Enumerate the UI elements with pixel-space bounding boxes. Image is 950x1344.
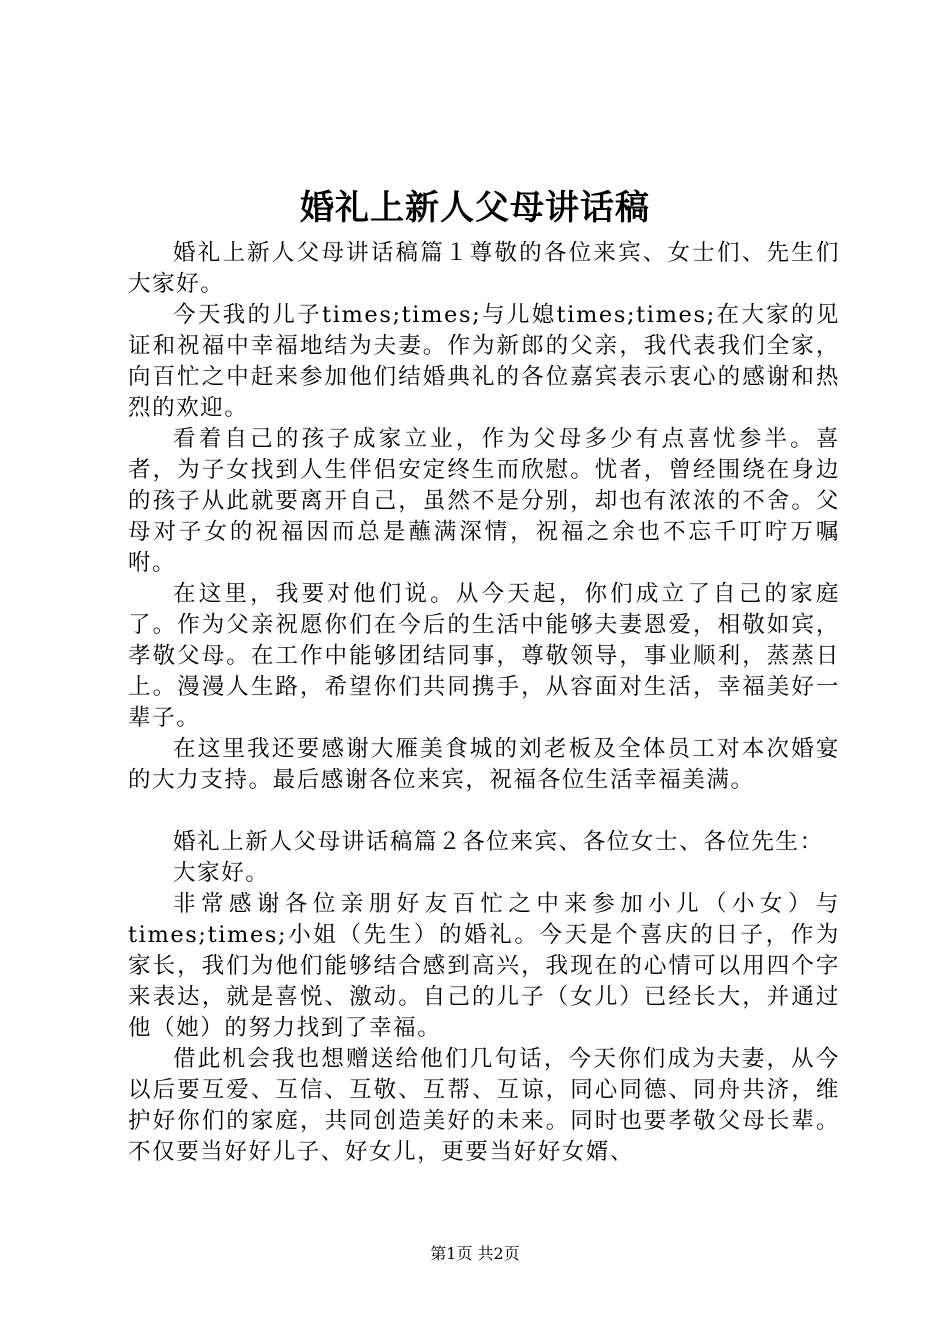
paragraph: 在这里我还要感谢大雁美食城的刘老板及全体员工对本次婚宴的大力支持。最后感谢各位来宾，祝福各位生活幸福美满。 — [128, 736, 840, 793]
document-title: 婚礼上新人父母讲话稿 — [300, 188, 650, 228]
document-body — [128, 238, 840, 1168]
paragraph: 大家好。 — [173, 860, 270, 886]
paragraph: 婚礼上新人父母讲话稿篇２各位来宾、各位女士、各位先生： — [173, 829, 824, 855]
page-number-footer: 第1页 共2页 — [430, 1244, 520, 1263]
paragraph: 在这里，我要对他们说。从今天起，你们成立了自己的家庭了。作为父亲祝愿你们在今后的生活中能够夫妻恩爱，相敬如宾，孝敬父母。在工作中能够团结同事，尊敬领导，事业顺利，蒸蒸日上。漫漫人生路，希望你们共同携手，从容面对生活，幸福美好一辈子。 — [128, 581, 840, 731]
paragraph: 婚礼上新人父母讲话稿篇１尊敬的各位来宾、女士们、先生们大家好。 — [128, 240, 840, 297]
paragraph: 看着自己的孩子成家立业，作为父母多少有点喜忧参半。喜者，为子女找到人生伴侣安定终生而欣慰。忧者，曾经围绕在身边的孩子从此就要离开自己，虽然不是分别，却也有浓浓的不舍。父母对子女的祝福因而总是蘸满深情，祝福之余也不忘千叮咛万嘱咐。 — [128, 426, 840, 576]
paragraph: 借此机会我也想赠送给他们几句话，今天你们成为夫妻，从今以后要互爱、互信、互敬、互帮、互谅，同心同德、同舟共济，维护好你们的家庭，共同创造美好的未来。同时也要孝敬父母长辈。不仅要当好好儿子、好女儿，更要当好好女婿、 — [128, 1046, 840, 1165]
paragraph: 非常感谢各位亲朋好友百忙之中来参加小儿（小女）与times;times;小姐（先生）的婚礼。今天是个喜庆的日子，作为家长，我们为他们能够结合感到高兴，我现在的心情可以用四个字来表达，就是喜悦、激动。自己的儿子（女儿）已经长大，并通过他（她）的努力找到了幸福。 — [128, 891, 840, 1041]
paragraph: 今天我的儿子times;times;与儿媳times;times;在大家的见证和祝福中幸福地结为夫妻。作为新郎的父亲，我代表我们全家，向百忙之中赶来参加他们结婚典礼的各位嘉宾表示衷心的感谢和热烈的欢迎。 — [128, 302, 840, 421]
